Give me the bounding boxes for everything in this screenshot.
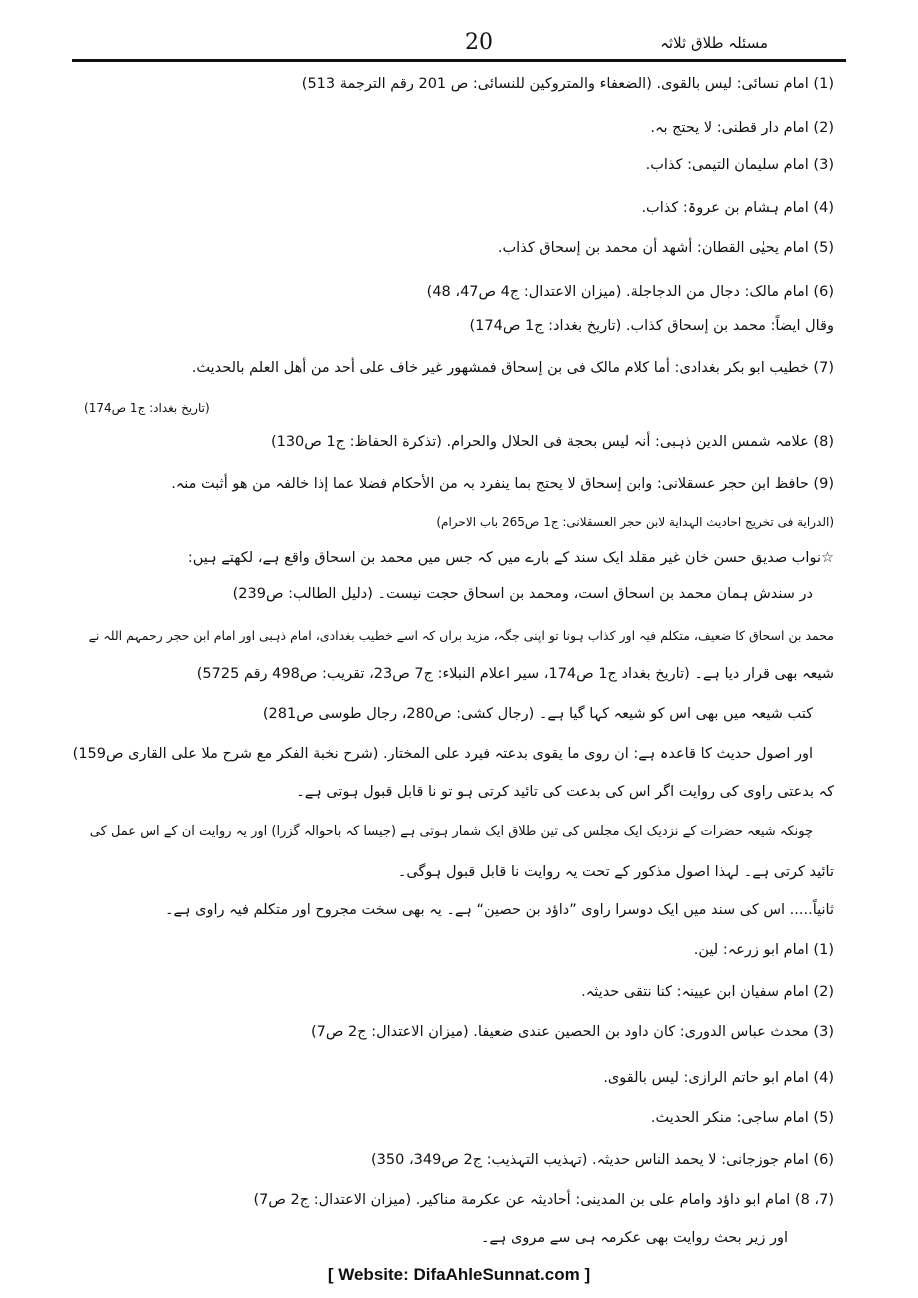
text-line: چونکہ شیعہ حضرات کے نزدیک ایک مجلس کی تین طلاق ایک شمار ہوتی ہے (جیسا کہ باحوالہ گزرا) اور یہ روایت ان کے اس عمل کی <box>89 824 813 839</box>
text-line: (7، 8) امام ابو داؤد وامام علی بن المدینی: أحادیثہ عن عکرمة مناکیر. (میزان الاعتدال: ج2 ص7) <box>253 1192 834 1208</box>
text-line: (8) علامہ شمس الدین ذہبی: أنہ لیس بحجة فی الحلال والحرام. (تذکرة الحفاظ: ج1 ص130) <box>270 434 834 450</box>
text-line: (2) امام دار قطنی: لا یحتج بہ. <box>650 120 834 136</box>
header-rule <box>72 59 846 62</box>
reference-line: (الدرایة فی تخریج احادیث الہدایة لابن حجر العسقلانی: ج1 ص265 باب الاحرام) <box>436 515 834 529</box>
text-line: محمد بن اسحاق کا ضعیف، متکلم فیہ اور کذاب ہونا تو اپنی جگہ، مزید براں کہ اسے خطیب بغدادی، امام ذہبی اور امام ابن حجر رحمہم اللہ نے <box>88 628 834 643</box>
page-number: 20 <box>465 30 493 55</box>
text-line: (7) خطیب ابو بکر بغدادی: أما کلام مالک فی بن إسحاق فمشھور غیر خاف علی أحد من أھل العلم بالحدیث. <box>191 360 834 376</box>
text-line: (9) حافظ ابن حجر عسقلانی: وابن إسحاق لا یحتج بما ینفرد بہ من الأحکام فضلا عما إذا خالفہ من ھو أثبت منہ. <box>171 476 834 492</box>
text-line: (1) امام ابو زرعہ: لین. <box>693 942 834 958</box>
text-line: (6) امام مالک: دجال من الدجاجلة. (میزان الاعتدال: ج4 ص47، 48) <box>426 284 834 300</box>
text-line: تائید کرتی ہے۔ لہذا اصول مذکور کے تحت یہ روایت نا قابل قبول ہوگی۔ <box>397 864 834 880</box>
text-line: (4) امام ہشام بن عروۃ: کذاب. <box>641 200 834 216</box>
text-line: (5) امام یحیٰی القطان: أشھد أن محمد بن إسحاق کذاب. <box>497 240 834 256</box>
text-line: ☆نواب صدیق حسن خان غیر مقلد ایک سند کے بارے میں کہ جس میں محمد بن اسحاق واقع ہے، لکھتے ہیں: <box>187 550 834 566</box>
website-footer: [ Website: DifaAhleSunnat.com ] <box>327 1265 591 1284</box>
text-line: (3) امام سلیمان التیمی: کذاب. <box>645 157 834 173</box>
text-line: (6) امام جوزجانی: لا یحمد الناس حدیثہ. (تہذیب التہذیب: ج2 ص349، 350) <box>370 1152 834 1168</box>
book-title: مسئلہ طلاق ثلاثہ <box>660 34 768 52</box>
text-line: اور اصول حدیث کا قاعدہ ہے: ان روی ما یقوی بدعتہ فیرد علی المختار. (شرح نخبة الفکر مع شرح ملا علی القاری ص159) <box>72 746 813 762</box>
text-line: اور زیر بحث روایت بھی عکرمہ ہی سے مروی ہے۔ <box>480 1230 788 1246</box>
text-line: (4) امام ابو حاتم الرازی: لیس بالقوی. <box>603 1070 834 1086</box>
text-line: وقال ایضاً: محمد بن إسحاق کذاب. (تاریخ بغداد: ج1 ص174) <box>469 318 834 334</box>
text-line: کہ بدعتی راوی کی روایت اگر اس کی بدعت کی تائید کرتی ہو تو نا قابل قبول ہوتی ہے۔ <box>296 784 834 800</box>
text-line: شیعہ بھی قرار دیا ہے۔ (تاریخ بغداد ج1 ص174، سیر اعلام النبلاء: ج7 ص23، تقریب: ص498 رقم 5725) <box>196 666 834 682</box>
reference-line: (تاریخ بغداد: ج1 ص174) <box>84 401 210 415</box>
text-line: ثانیاً..... اس کی سند میں ایک دوسرا راوی ”داؤد بن حصین“ ہے۔ یہ بھی سخت مجروح اور متکلم فیہ راوی ہے۔ <box>165 902 834 918</box>
text-line: (3) محدث عباس الدوری: کان داود بن الحصین عندی ضعیفا. (میزان الاعتدال: ج2 ص7) <box>310 1024 834 1040</box>
text-line: (2) امام سفیان ابن عیینہ: کنا نتقی حدیثہ. <box>581 984 834 1000</box>
text-line: (1) امام نسائی: لیس بالقوی. (الضعفاء والمتروکین للنسائی: ص 201 رقم الترجمة 513) <box>301 76 834 92</box>
text-line: در سندش ہمان محمد بن اسحاق است، ومحمد بن اسحاق حجت نیست۔ (دلیل الطالب: ص239) <box>232 586 813 602</box>
page-header <box>0 0 918 70</box>
text-line: کتب شیعہ میں بھی اس کو شیعہ کہا گیا ہے۔ (رجال کشی: ص280، رجال طوسی ص281) <box>262 706 813 722</box>
text-line: (5) امام ساجی: منکر الحدیث. <box>650 1110 834 1126</box>
